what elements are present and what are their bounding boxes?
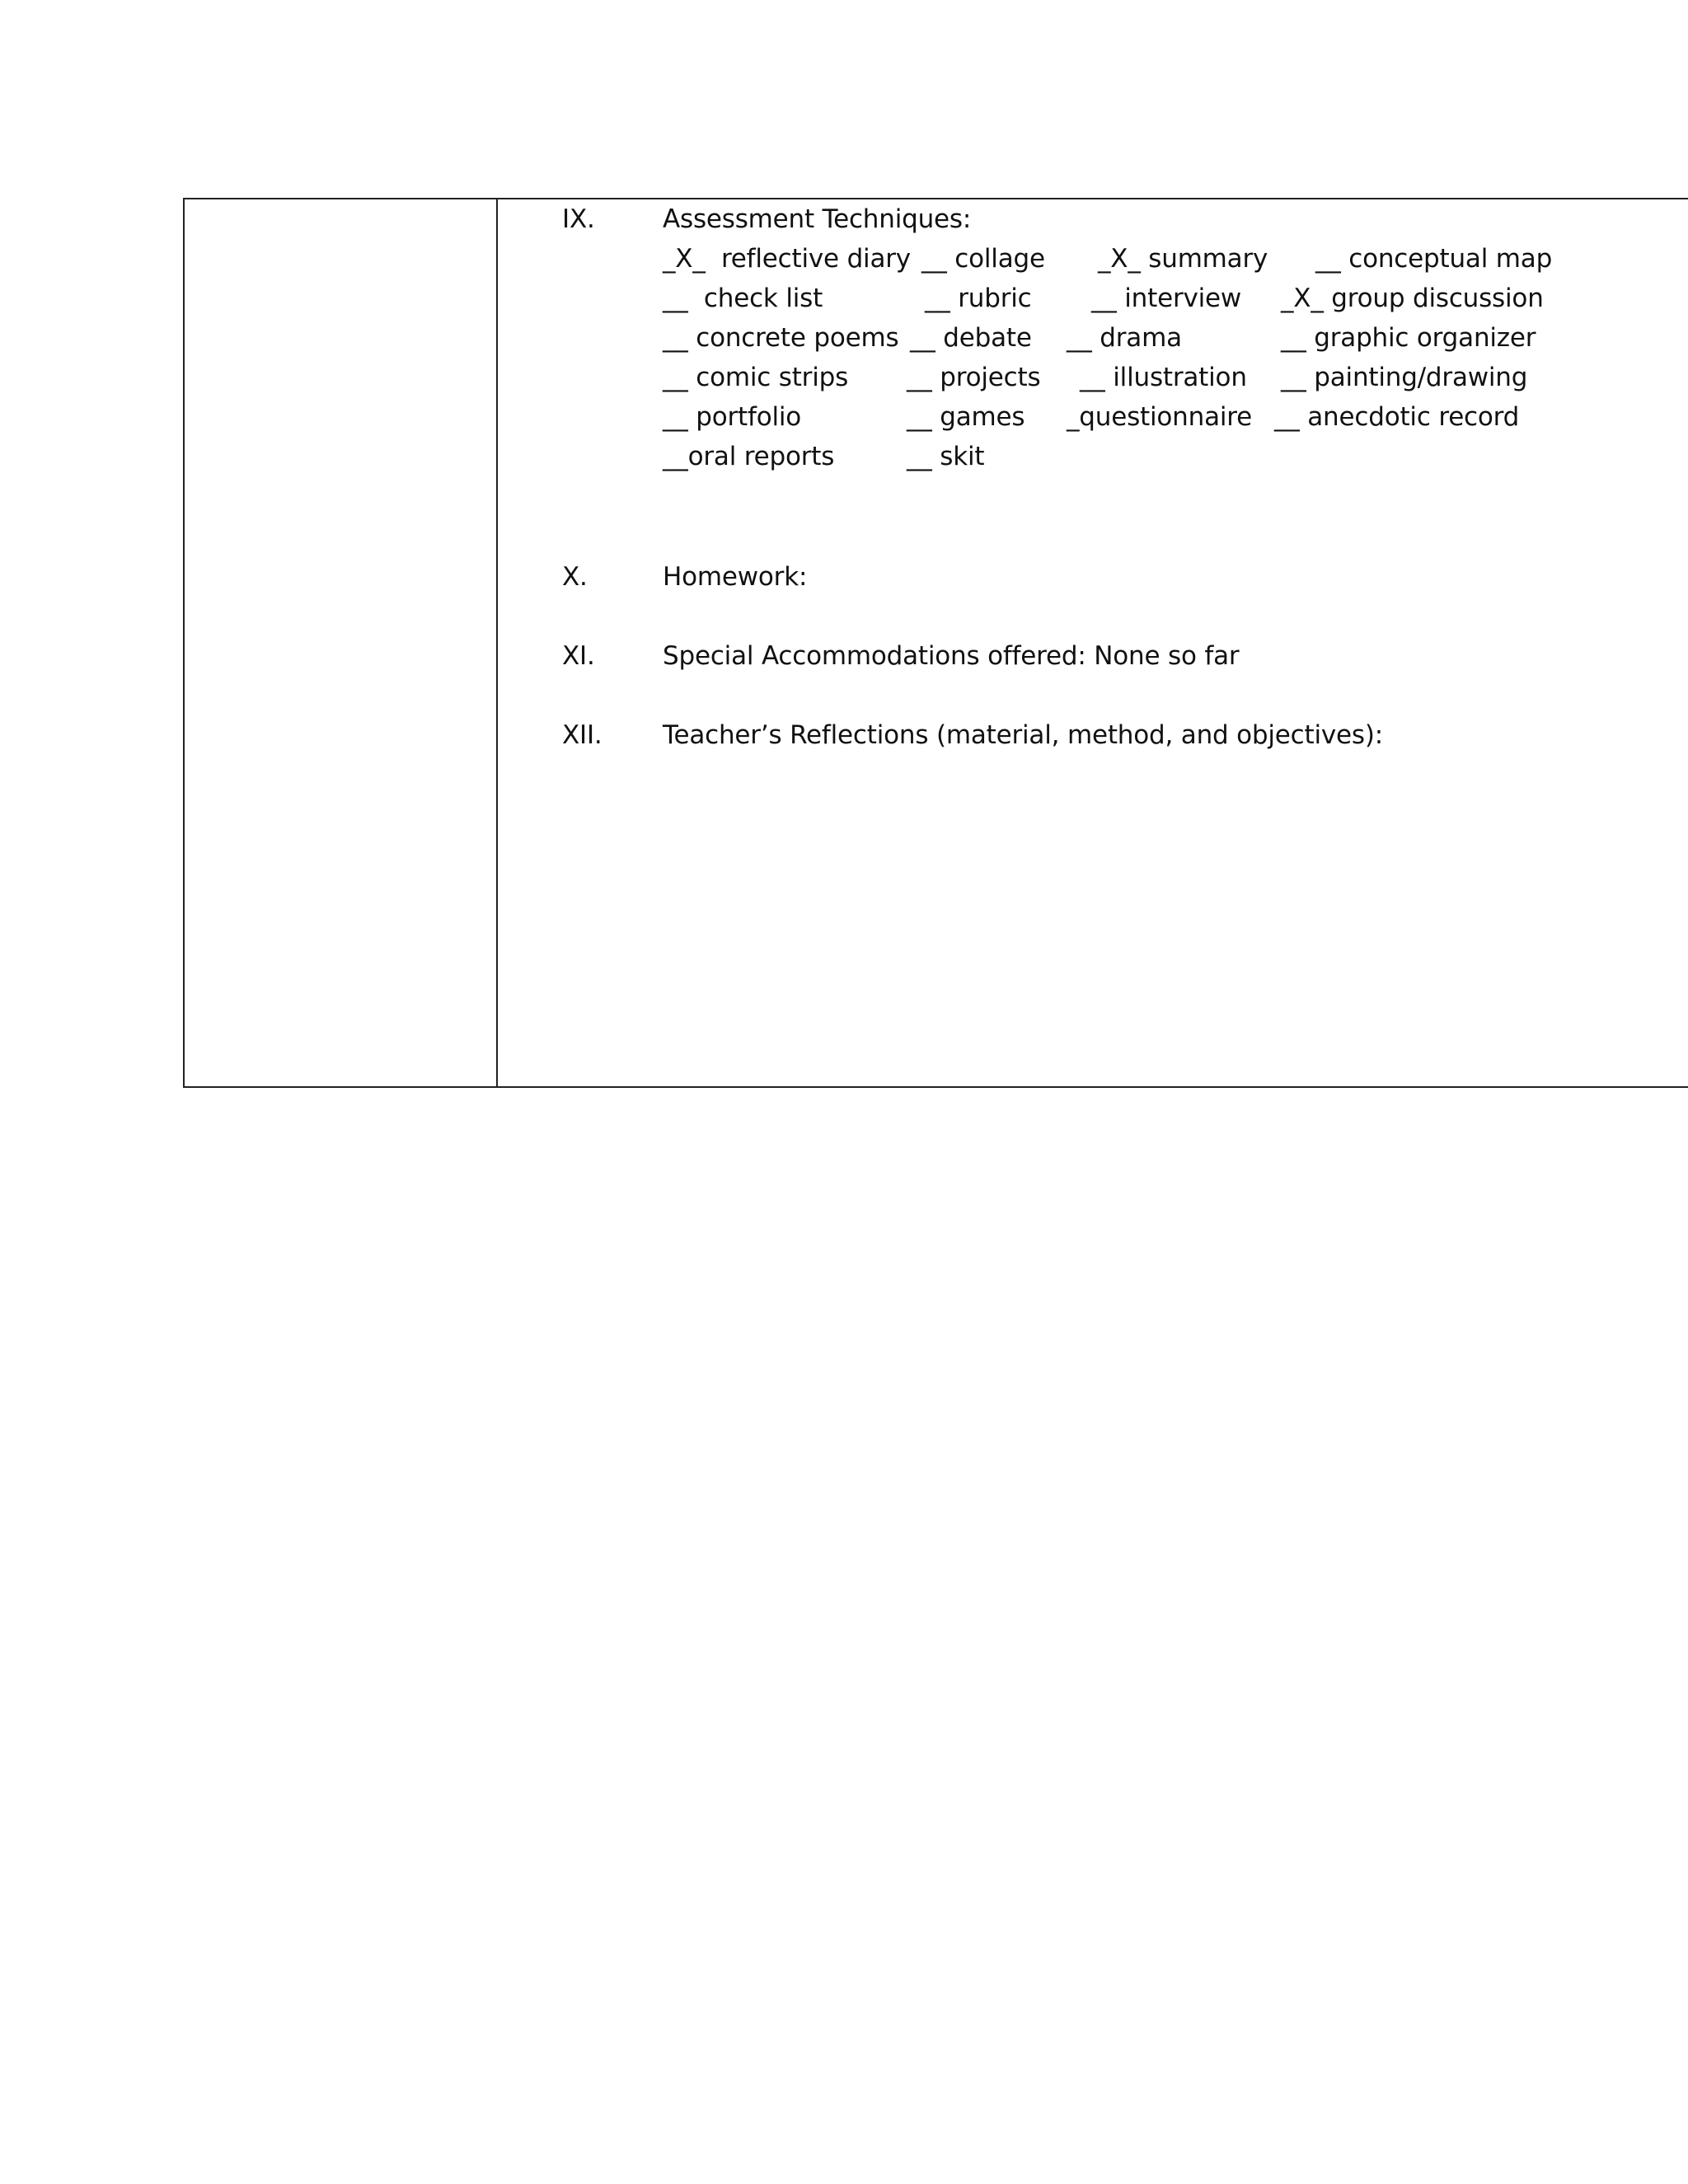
checklist-item: __ interview [1091, 284, 1242, 313]
section-xi-numeral: XI. [562, 641, 595, 671]
right-column-cell [498, 199, 1688, 1086]
section-x-numeral: X. [562, 562, 588, 592]
checklist-item: __ conceptual map [1315, 244, 1553, 274]
checklist-item: __ skit [907, 442, 985, 471]
checklist-item: __ drama [1067, 323, 1182, 353]
section-xii-title: Teacher’s Reflections (material, method, and objectives): [663, 720, 1383, 750]
checklist-item: __ projects [907, 363, 1041, 392]
checklist-item: __ games [907, 402, 1025, 432]
checklist-item: __ debate [910, 323, 1032, 353]
checklist-item: __ comic strips [663, 363, 849, 392]
lesson-plan-table [183, 198, 1688, 1088]
section-ix-title: Assessment Techniques: [663, 204, 972, 234]
checklist-item: __ concrete poems [663, 323, 899, 353]
checklist-item: __ illustration [1080, 363, 1247, 392]
checklist-item: __ check list [663, 284, 823, 313]
checklist-item: __ painting/drawing [1281, 363, 1528, 392]
section-ix-numeral: IX. [562, 204, 595, 234]
checklist-item: __ rubric [925, 284, 1032, 313]
section-x-title: Homework: [663, 562, 808, 592]
checklist-item: __ graphic organizer [1281, 323, 1536, 353]
checklist-item: _X_ group discussion [1281, 284, 1544, 313]
section-xii-numeral: XII. [562, 720, 603, 750]
checklist-item: _X_ reflective diary [663, 244, 911, 274]
checklist-item: _X_ summary [1098, 244, 1268, 274]
checklist-item: __oral reports [663, 442, 835, 471]
checklist-item: __ portfolio [663, 402, 802, 432]
left-column-cell [185, 199, 498, 1086]
section-xi-title: Special Accommodations offered: None so far [663, 641, 1240, 671]
checklist-item: __ anecdotic record [1274, 402, 1520, 432]
checklist-item: __ collage [921, 244, 1045, 274]
checklist-item: _questionnaire [1067, 402, 1253, 432]
